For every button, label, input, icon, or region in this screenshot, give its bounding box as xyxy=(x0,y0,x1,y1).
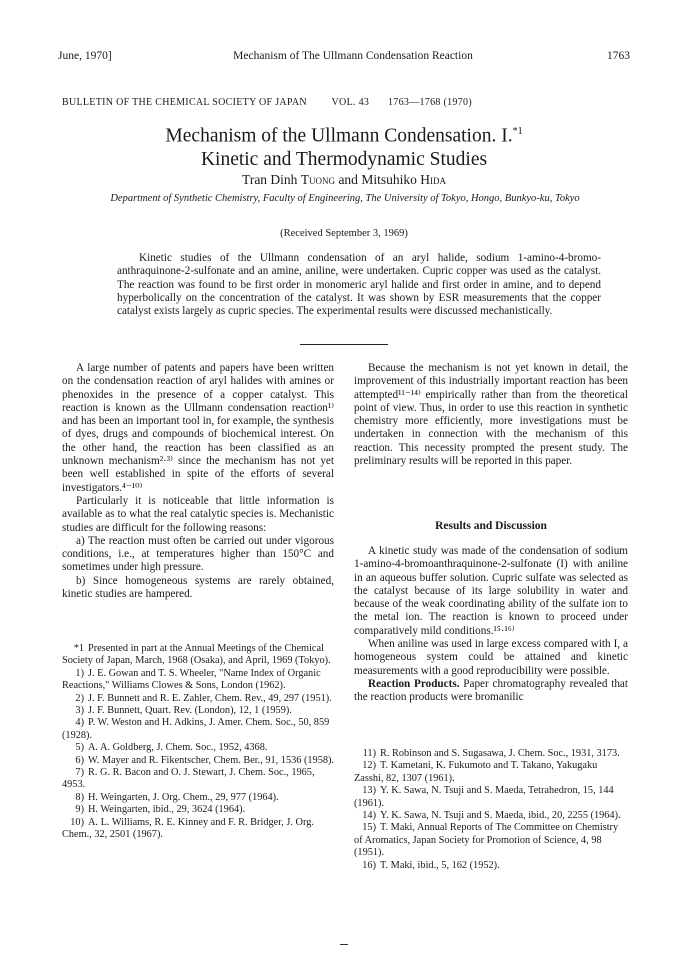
footnote-text: R. G. R. Bacon and O. J. Stewart, J. Chem. Soc., 1965, 4953. xyxy=(62,767,315,791)
paragraph: When aniline was used in large excess compared with I, a homogeneous system could be attained and kinetic measurements with a good reproducibility were possible. xyxy=(354,638,628,677)
footnote xyxy=(62,717,334,742)
footnote xyxy=(62,792,334,804)
journal-name: BULLETIN OF THE CHEMICAL SOCIETY OF JAPAN xyxy=(62,97,307,108)
footnote-text: Y. K. Sawa, N. Tsuji and S. Maeda, Tetrahedron, 15, 144 (1961). xyxy=(354,785,614,809)
footnote-number: 8) xyxy=(75,791,84,803)
paragraph: a) The reaction must often be carried out under vigorous conditions, i.e., at temperatures higher than 150°C and sometimes under high pressure. xyxy=(62,534,334,574)
footnote-number: 12) xyxy=(362,760,376,772)
footnote-number: 9) xyxy=(75,804,84,816)
received-date: (Received September 3, 1969) xyxy=(280,228,408,239)
authors xyxy=(60,172,628,188)
author1-given: Tran Dinh xyxy=(242,172,301,187)
footnote-number: 2) xyxy=(75,692,84,704)
footnote-text: A. A. Goldberg, J. Chem. Soc., 1952, 4368. xyxy=(88,742,268,754)
paragraph: A large number of patents and papers have been written on the condensation reaction of aryl halides with amines or phenoxides in the presence of a copper catalyst. This reaction is known as the Ullmann condensation reaction¹⁾ and has been an important tool in, for example, the synthesis of dyes, drugs and compounds of biochemical interest. On the other hand, the reaction has been classified as an unknown mechanism²·³⁾ since the mechanism has not yet been well established in spite of the efforts of several investigators.⁴⁻¹⁰⁾ xyxy=(62,362,334,494)
paragraph: Particularly it is noticeable that little information is available as to what the real catalytic species is. Mechanistic studies are difficult for the following reasons: xyxy=(62,494,334,534)
footnote-number: 3) xyxy=(75,705,84,717)
footnotes-left xyxy=(62,643,334,842)
footnote-number: 6) xyxy=(75,754,84,766)
footnote xyxy=(354,822,628,859)
footnote xyxy=(354,760,628,785)
footnote xyxy=(62,705,334,717)
footnote-text: H. Weingarten, J. Org. Chem., 29, 977 (1964). xyxy=(88,791,279,803)
header-running-title: Mechanism of The Ullmann Condensation Reaction xyxy=(233,50,473,62)
title-line-2: Kinetic and Thermodynamic Studies xyxy=(200,148,488,170)
footnote xyxy=(354,748,628,760)
paragraph: b) Since homogeneous systems are rarely obtained, kinetic studies are hampered. xyxy=(62,574,334,601)
footnote xyxy=(354,810,628,822)
footnote-number: 4) xyxy=(75,717,84,729)
header-date: June, 1970] xyxy=(58,50,112,62)
footnote-number: 13) xyxy=(362,785,376,797)
article-title xyxy=(60,120,628,171)
abstract-divider xyxy=(300,344,388,345)
right-column-results xyxy=(354,545,628,705)
footnote xyxy=(354,785,628,810)
author-and: and xyxy=(335,172,362,187)
footnotes-right xyxy=(354,748,628,872)
journal-volume: VOL. 43 xyxy=(331,97,370,108)
footnote-number: 11) xyxy=(362,748,376,759)
footnote-text: J. F. Bunnett and R. E. Zahler, Chem. Rev., 49, 297 (1951). xyxy=(88,692,332,704)
left-column-body xyxy=(62,362,334,601)
author2-given: Mitsuhiko xyxy=(361,172,421,187)
footnote-number: 7) xyxy=(75,767,84,779)
footnote xyxy=(62,742,334,754)
footnote-number: 16) xyxy=(362,859,376,871)
footnote xyxy=(62,755,334,767)
title-footnote-mark: *1 xyxy=(512,126,523,137)
footnote-text: T. Maki, ibid., 5, 162 (1952). xyxy=(380,859,500,871)
paragraph: A kinetic study was made of the condensation of sodium 1-amino-4-bromoanthraquinone-2-sulfonate (I) with aniline in an aqueous buffer solution. Cupric sulfate was selected as the catalyst because of its large solubility in water and because of the weak coordinating ability of the sulfate ion to the metal ion. The reaction is known to proceed under comparatively mild conditions.¹⁵·¹⁶⁾ xyxy=(354,545,628,637)
footnote-number: 14) xyxy=(362,810,376,822)
footnote-text: H. Weingarten, ibid., 29, 3624 (1964). xyxy=(88,804,246,816)
header-page-number: 1763 xyxy=(607,50,630,62)
footnote xyxy=(62,767,334,792)
footnote xyxy=(354,860,628,872)
footnote-text: T. Kametani, K. Fukumoto and T. Takano, Yakugaku Zasshi, 82, 1307 (1961). xyxy=(354,760,598,784)
footnote-text: T. Maki, Annual Reports of The Committee on Chemistry of Aromatics, Japan Society for Promotion of Science, 4, 98 (1951). xyxy=(354,822,619,859)
page-foot-mark xyxy=(340,944,348,945)
footnote-text: R. Robinson and S. Sugasawa, J. Chem. Soc., 1931, 3173. xyxy=(380,748,620,759)
author2-family: Hida xyxy=(420,172,446,187)
paragraph xyxy=(354,678,628,705)
footnote-text: P. W. Weston and H. Adkins, J. Amer. Chem. Soc., 50, 859 (1928). xyxy=(62,717,330,741)
footnote xyxy=(62,804,334,816)
footnote-text: W. Mayer and R. Fikentscher, Chem. Ber., 91, 1536 (1958). xyxy=(88,754,335,766)
section-heading: Results and Discussion xyxy=(435,520,547,532)
author1-family: Tuong xyxy=(300,172,336,187)
running-header xyxy=(58,50,630,66)
journal-line xyxy=(62,97,622,108)
paragraph: Because the mechanism is not yet known in detail, the improvement of this industrially important reaction has been attempted¹¹⁻¹⁴⁾ empirically rather than from the theoretical point of view. Thus, in order to use this reaction in synthetic chemistry more efficiently, more investigations must be undertaken in connection with the mechanism of this reaction. This necessity prompted the present study. The preliminary results will be reported in this paper. xyxy=(354,362,628,468)
footnote xyxy=(62,817,334,842)
footnote-number: 5) xyxy=(75,742,84,754)
right-column-intro xyxy=(354,362,628,468)
footnote xyxy=(62,668,334,693)
journal-pages: 1763—1768 (1970) xyxy=(388,97,472,108)
run-in-heading: Reaction Products. xyxy=(368,677,460,690)
footnote-text: J. F. Bunnett, Quart. Rev. (London), 12, 1 (1959). xyxy=(88,705,292,717)
title-text: Mechanism of the Ullmann Condensation. I. xyxy=(165,125,513,147)
footnote-text: A. L. Williams, R. E. Kinney and F. R. Bridger, J. Org. Chem., 32, 2501 (1967). xyxy=(62,816,314,841)
footnote-number: *1 xyxy=(73,643,84,654)
footnote-number: 10) xyxy=(70,816,84,828)
title-line-1 xyxy=(60,120,628,148)
affiliation: Department of Synthetic Chemistry, Faculty of Engineering, The University of Tokyo, Hongo, Bunkyo-ku, Tokyo xyxy=(110,193,580,204)
abstract: Kinetic studies of the Ullmann condensation of an aryl halide, sodium 1-amino-4-bromo-anthraquinone-2-sulfonate and an amine, aniline, were undertaken. Cupric copper was used as the catalyst. The reaction was found to be first order in monomeric aryl halide and first order in amine, and to depend hyperbolically on the concentration of the catalyst. It was shown by ESR measurements that the copper catalyst exists largely as cupric species. The experimental results were discussed mechanistically. xyxy=(117,252,601,318)
footnote-text: Y. K. Sawa, N. Tsuji and S. Maeda, ibid., 20, 2255 (1964). xyxy=(380,810,621,822)
footnote-text: Presented in part at the Annual Meetings of the Chemical Society of Japan, March, 1968 (Osaka), and April, 1969 (Tokyo). xyxy=(62,643,331,667)
footnote xyxy=(62,643,334,668)
footnote-text: J. E. Gowan and T. S. Wheeler, "Name Index of Organic Reactions," Williams Clowes & Sons, London (1962). xyxy=(62,667,321,692)
paragraph-text: Paper chromatography revealed that the reaction products were bromanilic xyxy=(354,677,628,704)
footnote-number: 1) xyxy=(75,667,84,679)
footnote-number: 15) xyxy=(362,822,376,834)
footnote xyxy=(62,693,334,705)
